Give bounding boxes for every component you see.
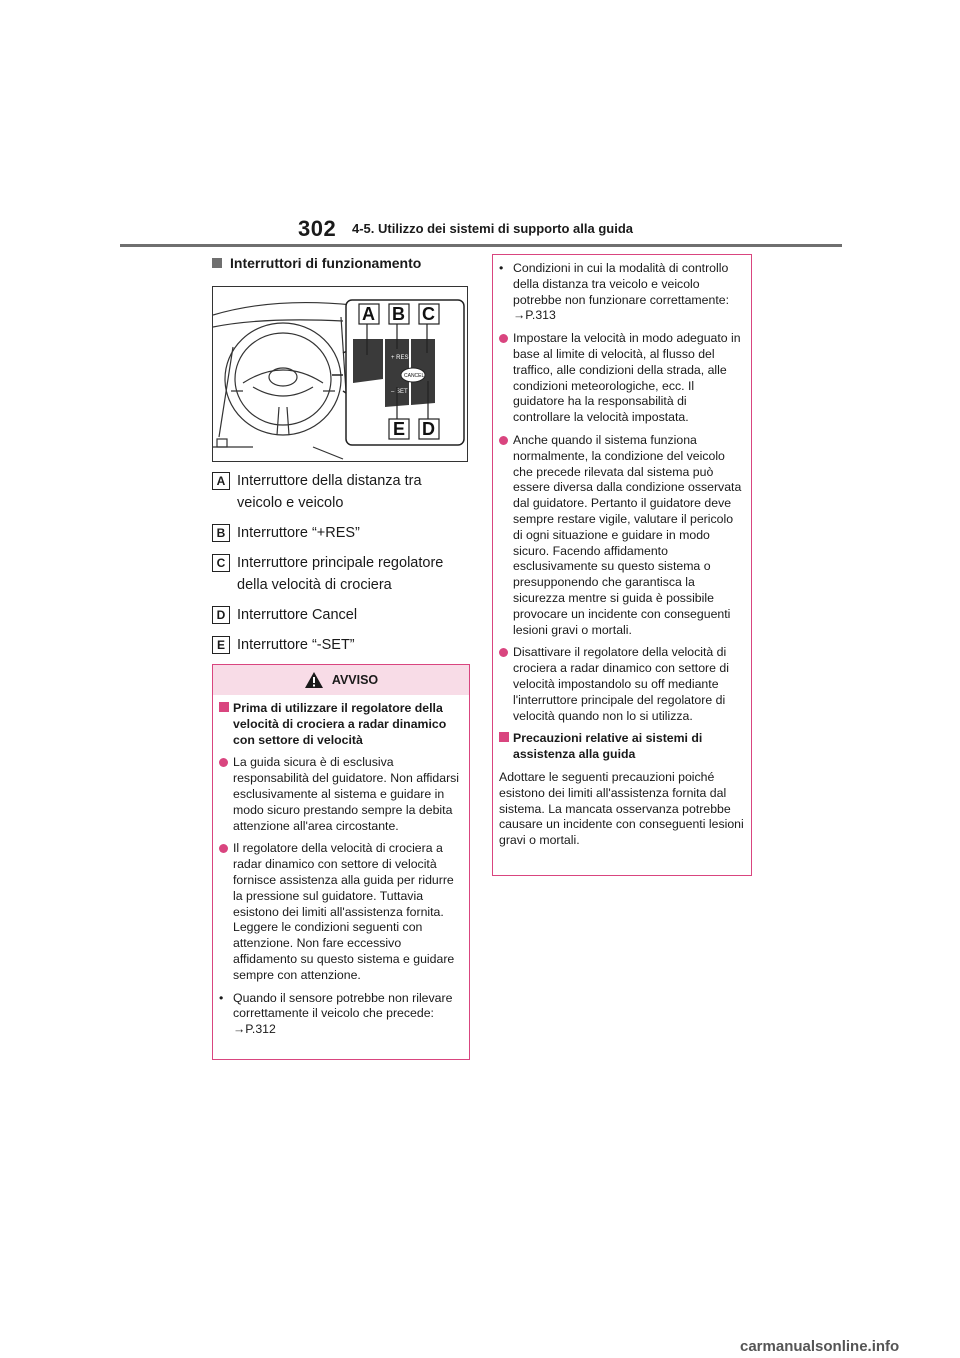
- dash-bullet-icon: •: [499, 261, 504, 275]
- dashboard-drawing: [213, 287, 467, 461]
- list-item: [499, 645, 745, 724]
- warning-heading: Prima di utilizzare il regolatore della velocità di crociera a radar dinamico con settore di velocità: [233, 701, 447, 747]
- warning-body: [213, 695, 469, 1038]
- dash-bullet-icon: •: [219, 990, 224, 1005]
- warning-header: [213, 665, 469, 695]
- chapter-title: 4-5. Utilizzo dei sistemi di supporto alla guida: [352, 221, 633, 236]
- legend-letter: C: [212, 554, 230, 572]
- legend-text: Interruttore Cancel: [237, 607, 358, 623]
- warning-dash-text: Quando il sensore potrebbe non rilevare correttamente il veicolo che precede:: [233, 990, 453, 1021]
- steering-switch-illustration: [212, 286, 468, 462]
- page-reference-link[interactable]: P.312: [245, 1022, 276, 1037]
- dot-bullet-icon: [219, 758, 228, 767]
- arrow-right-icon: →: [513, 308, 526, 323]
- warning-bullet-text: La guida sicura è di esclusiva responsabilità del guidatore. Non affidarsi esclusivamente al sistema e guidare in modo sicuro prestando sempre la debita attenzione all'area circostante.: [233, 755, 460, 833]
- legend-text: Interruttore “-SET”: [237, 637, 355, 653]
- dot-bullet-icon: [499, 436, 508, 445]
- header-rule: [120, 244, 842, 247]
- legend-item: [212, 634, 462, 656]
- section-heading: [212, 255, 421, 271]
- legend-item: [212, 552, 462, 596]
- right-bullet-text: Disattivare il regolatore della velocità di crociera a radar dinamico con settore di velocità impostandolo su off mediante l'interruttore principale del regolatore di velocità quando non lo si utilizza.: [513, 645, 729, 723]
- watermark: carmanualsonline.info: [740, 1338, 900, 1355]
- page-number: 302: [298, 216, 337, 241]
- dot-bullet-icon: [219, 844, 228, 853]
- list-item: [499, 433, 745, 638]
- right-heading-row: [499, 731, 745, 763]
- warning-bullet-text: Il regolatore della velocità di crociera a radar dinamico con settore di velocità fornisce assistenza alla guida per ridurre la pressione sul guidatore. Tuttavia esistono dei limiti all'assistenza fornita. Leggere le condizioni seguenti con attenzione. Non fare eccessivo affidamento su questo sistema e guidare sempre con attenzione.: [233, 841, 455, 982]
- square-bullet-icon: [499, 732, 509, 742]
- callout-e: E: [393, 419, 406, 439]
- list-item: [219, 991, 463, 1038]
- callout-b: B: [392, 304, 405, 324]
- legend-item: [212, 522, 462, 544]
- warning-box: [212, 664, 470, 1060]
- list-item: [499, 331, 745, 426]
- legend-text: Interruttore della distanza tra veicolo e veicolo: [237, 473, 422, 511]
- legend-letter: E: [212, 636, 230, 654]
- page-reference-link[interactable]: P.313: [525, 308, 556, 323]
- right-heading: Precauzioni relative ai sistemi di assistenza alla guida: [513, 731, 703, 762]
- legend-text: Interruttore “+RES”: [237, 525, 360, 541]
- res-switch-label: + RES: [391, 355, 409, 361]
- right-paragraph: Adottare le seguenti precauzioni poiché esistono dei limiti all'assistenza fornita dal sistema. La mancata osservanza potrebbe causare un incidente con conseguenti lesioni gravi o mortali.: [499, 769, 744, 848]
- section-title: Interruttori di funzionamento: [230, 255, 422, 271]
- list-item: [219, 841, 463, 983]
- right-dash-text: Condizioni in cui la modalità di controllo della distanza tra veicolo e veicolo potrebbe non funzionare correttamente:: [513, 261, 730, 307]
- callout-a: A: [362, 304, 375, 324]
- legend-letter: B: [212, 524, 230, 542]
- legend-text: Interruttore principale regolatore della velocità di crociera: [237, 555, 444, 593]
- cancel-switch-label: CANCEL: [404, 373, 425, 379]
- legend-list: [212, 470, 462, 664]
- right-bullet-text: Impostare la velocità in modo adeguato in base al limite di velocità, al flusso del traffico, alle condizioni della strada, alle condizioni meteorologiche, ecc. Il guidatore ha la responsabilità di controllare la velocità impostata.: [513, 331, 741, 425]
- callout-c: C: [422, 304, 435, 324]
- warning-title: AVVISO: [331, 673, 379, 687]
- right-warning-box: [492, 254, 752, 876]
- square-bullet-icon: [219, 702, 229, 712]
- legend-item: [212, 604, 462, 626]
- arrow-right-icon: →: [233, 1022, 246, 1037]
- set-switch-label: – SET: [391, 389, 408, 395]
- list-item: [499, 261, 745, 324]
- warning-triangle-icon: [304, 671, 324, 689]
- legend-item: [212, 470, 462, 514]
- right-bullet-text: Anche quando il sistema funziona normalmente, la condizione del veicolo che precede rilevata dal sistema può essere diversa dalla condizione osservata dal guidatore. Pertanto il guidatore deve sempre restare vigile, valutare il pericolo di ogni situazione e guidare in modo sicuro. Facendo affidamento esclusivamente su questo sistema o presupponendo che garantisca la sicurezza mentre si guida è possibile provocare un incidente con conseguenti lesioni gravi o mortali.: [513, 432, 742, 637]
- right-body: [493, 255, 751, 849]
- list-item: [219, 755, 463, 834]
- legend-letter: A: [212, 472, 230, 490]
- dot-bullet-icon: [499, 648, 508, 657]
- warning-heading-row: [219, 701, 463, 748]
- callout-d: D: [422, 419, 435, 439]
- square-bullet-icon: [212, 258, 222, 268]
- legend-letter: D: [212, 606, 230, 624]
- dot-bullet-icon: [499, 334, 508, 343]
